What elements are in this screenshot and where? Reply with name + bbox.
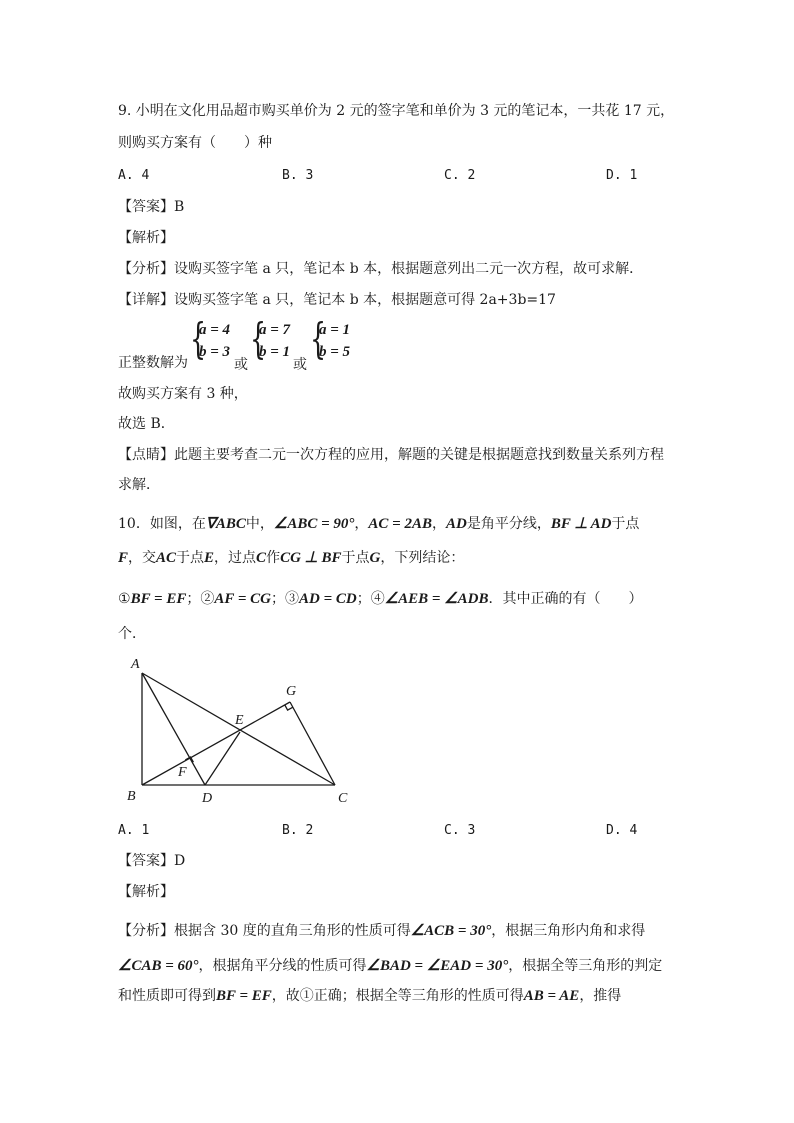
- q10-conclusion-3: AD = CD: [298, 591, 357, 607]
- label-e: E: [235, 713, 244, 728]
- q9-system-2-row1: a = 7: [259, 322, 291, 338]
- label-c: C: [338, 791, 348, 806]
- q10-text: ，故①正确；根据全等三角形的性质可得: [271, 988, 524, 1004]
- label-b: B: [127, 789, 136, 804]
- q10-line1: [118, 514, 639, 534]
- q10-text: ，: [354, 516, 369, 532]
- q10-math-cg-perp-bf: CG ⊥ BF: [280, 550, 342, 566]
- q10-text: ．其中正确的有（ ）: [488, 591, 643, 607]
- q10-math-ad: AD: [445, 516, 467, 532]
- q10-text: 中，: [245, 516, 274, 532]
- q10-conclusion-2: AF = CG: [214, 591, 271, 607]
- q10-text: 作: [266, 550, 281, 566]
- segment-ad: [142, 673, 205, 785]
- q10-math-bad-ead: ∠BAD = ∠EAD = 30°: [366, 958, 509, 974]
- q10-option-a: A. 1: [118, 823, 150, 838]
- q10-text: ，推得: [579, 988, 622, 1004]
- q9-line1: 9. 小明在文化用品超市购买单价为 2 元的签字笔和单价为 3 元的笔记本，一共花 17 元，: [118, 103, 675, 119]
- q10-conclusion-1: BF = EF: [130, 591, 187, 607]
- q10-text: ；②: [186, 591, 215, 607]
- q10-math-ac2ab: AC = 2AB: [368, 516, 432, 532]
- label-g: G: [286, 684, 297, 699]
- q10-fenxi-line3: [118, 986, 621, 1006]
- q9-line2: 则购买方案有（ ）种: [118, 135, 272, 151]
- q10-answer: 【答案】D: [118, 853, 186, 869]
- q10-math-c: C: [256, 550, 267, 566]
- q9-or-2: 或: [293, 357, 307, 373]
- segment-bg: [142, 702, 290, 785]
- q9-analysis-label: 【解析】: [118, 230, 174, 246]
- q10-text: 于点: [176, 550, 205, 566]
- q10-text: ，过点: [214, 550, 257, 566]
- q10-line4: 个．: [118, 626, 146, 642]
- right-angle-mark-g: [285, 705, 293, 710]
- q10-math-ac: AC: [156, 550, 177, 566]
- q9-fenxi: 【分析】设购买签字笔 a 只，笔记本 b 本，根据题意列出二元一次方程，故可求解．: [118, 261, 644, 277]
- q10-conclusion-4: ∠AEB = ∠ADB: [384, 591, 489, 607]
- q10-math-ab-ae: AB = AE: [523, 988, 580, 1004]
- q10-option-b: B. 2: [282, 823, 314, 838]
- q9-positive-int-label: 正整数解为: [118, 355, 188, 371]
- q10-option-d: D. 4: [606, 823, 638, 838]
- q10-text: 和性质即可得到: [118, 988, 216, 1004]
- q10-text: 于点: [611, 516, 640, 532]
- q10-math-triangle: ∇ABC: [205, 516, 246, 532]
- q10-math-bf-ef: BF = EF: [216, 988, 272, 1004]
- q10-line3: [118, 589, 643, 609]
- q10-analysis-label: 【解析】: [118, 884, 174, 900]
- segment-ac: [142, 673, 335, 785]
- q10-math-e: E: [204, 550, 215, 566]
- q9-system-3-row2: b = 5: [319, 344, 351, 360]
- q9-xiangjie: 【详解】设购买签字笔 a 只，笔记本 b 本，根据题意可得 2a+3b=17: [118, 292, 556, 308]
- q10-math-cab60: ∠CAB = 60°: [118, 958, 199, 974]
- q10-text: ，下列结论：: [380, 550, 465, 566]
- q9-option-b: B. 3: [282, 168, 314, 183]
- q9-option-d: D. 1: [606, 168, 638, 183]
- q10-math-abc90: ∠ABC = 90°: [273, 516, 355, 532]
- q10-option-c: C. 3: [444, 823, 476, 838]
- segment-de: [205, 732, 240, 785]
- q10-text: ，根据角平分线的性质可得: [198, 958, 367, 974]
- q9-system-3-row1: a = 1: [319, 322, 351, 338]
- q10-math-g: G: [369, 550, 381, 566]
- q10-text: 【分析】根据含 30 度的直角三角形的性质可得: [118, 923, 411, 939]
- q9-answer: 【答案】B: [118, 199, 185, 215]
- label-d: D: [202, 791, 213, 806]
- q10-math-f: F: [118, 550, 129, 566]
- q10-text: 于点: [341, 550, 370, 566]
- q10-text: ，根据三角形内角和求得: [491, 923, 646, 939]
- q10-text: 是角平分线，: [466, 516, 551, 532]
- label-a: A: [131, 657, 140, 672]
- q10-text: ，: [431, 516, 446, 532]
- q10-text: 10．如图，在: [118, 516, 206, 532]
- q9-or-1: 或: [234, 357, 248, 373]
- right-angle-mark-f: [185, 757, 193, 762]
- q10-text: ；③: [270, 591, 299, 607]
- q10-fenxi-line2: [118, 956, 662, 976]
- q10-text: ，根据全等三角形的判定: [508, 958, 663, 974]
- q10-fenxi-line1: [118, 921, 645, 941]
- q10-math-bf-perp-ad: BF ⊥ AD: [550, 516, 612, 532]
- q9-system-1-row1: a = 4: [199, 322, 231, 338]
- q9-conclusion1: 故购买方案有 3 种，: [118, 386, 248, 402]
- q9-system-2-row2: b = 1: [259, 344, 291, 360]
- q10-text: ；④: [356, 591, 385, 607]
- q9-option-a: A. 4: [118, 168, 150, 183]
- q9-conclusion2: 故选 B．: [118, 416, 175, 432]
- q10-text: ①: [118, 591, 131, 607]
- q9-dianjing1: 【点睛】此题主要考查二元一次方程的应用，解题的关键是根据题意找到数量关系列方程: [118, 447, 664, 463]
- q9-dianjing2: 求解．: [118, 477, 160, 493]
- segment-gc: [290, 702, 335, 785]
- q10-line2: [118, 548, 464, 568]
- label-f: F: [178, 765, 187, 780]
- q9-system-1-row2: b = 3: [199, 344, 231, 360]
- q10-math-acb30: ∠ACB = 30°: [410, 923, 492, 939]
- q10-text: ，交: [128, 550, 157, 566]
- q9-option-c: C. 2: [444, 168, 476, 183]
